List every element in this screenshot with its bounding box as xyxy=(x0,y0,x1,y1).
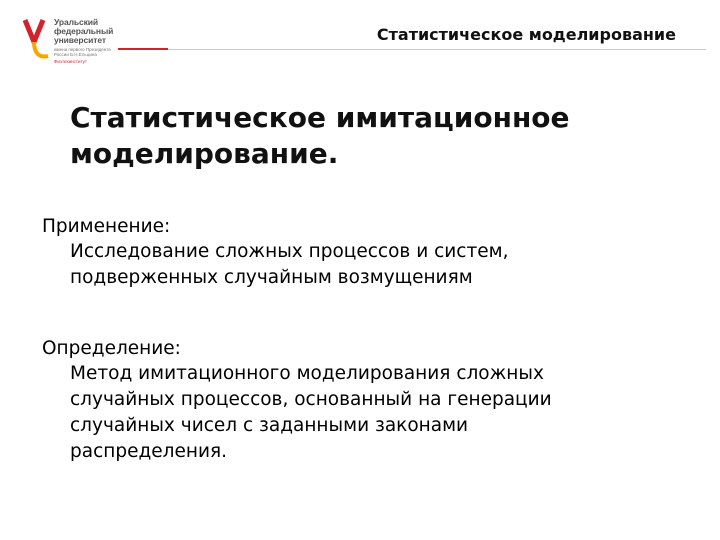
header-title: Статистическое моделирование xyxy=(376,25,676,44)
header-accent-rule xyxy=(118,48,168,50)
logo-university-name: Уральский федеральный университет xyxy=(54,17,114,45)
section-application xyxy=(42,214,682,291)
header-divider xyxy=(168,49,706,50)
slide-title: Статистическое имитационное моделирование. xyxy=(70,101,570,170)
urfu-logo-icon xyxy=(22,16,52,62)
university-logo xyxy=(22,16,132,66)
logo-institute: Физтехинститут xyxy=(54,59,87,64)
logo-text xyxy=(54,18,134,64)
logo-subtitle: имени первого Президента России Б.Н.Ельцина xyxy=(54,47,111,57)
section-body: Метод имитационного моделирования сложных случайных процессов, основанный на генерации случайных чисел с заданными законами распределения. xyxy=(70,363,552,462)
section-body: Исследование сложных процессов и систем, подверженных случайным возмущениям xyxy=(70,241,509,288)
section-label: Применение: xyxy=(42,216,171,237)
section-label: Определение: xyxy=(42,338,181,359)
section-definition xyxy=(42,336,682,465)
